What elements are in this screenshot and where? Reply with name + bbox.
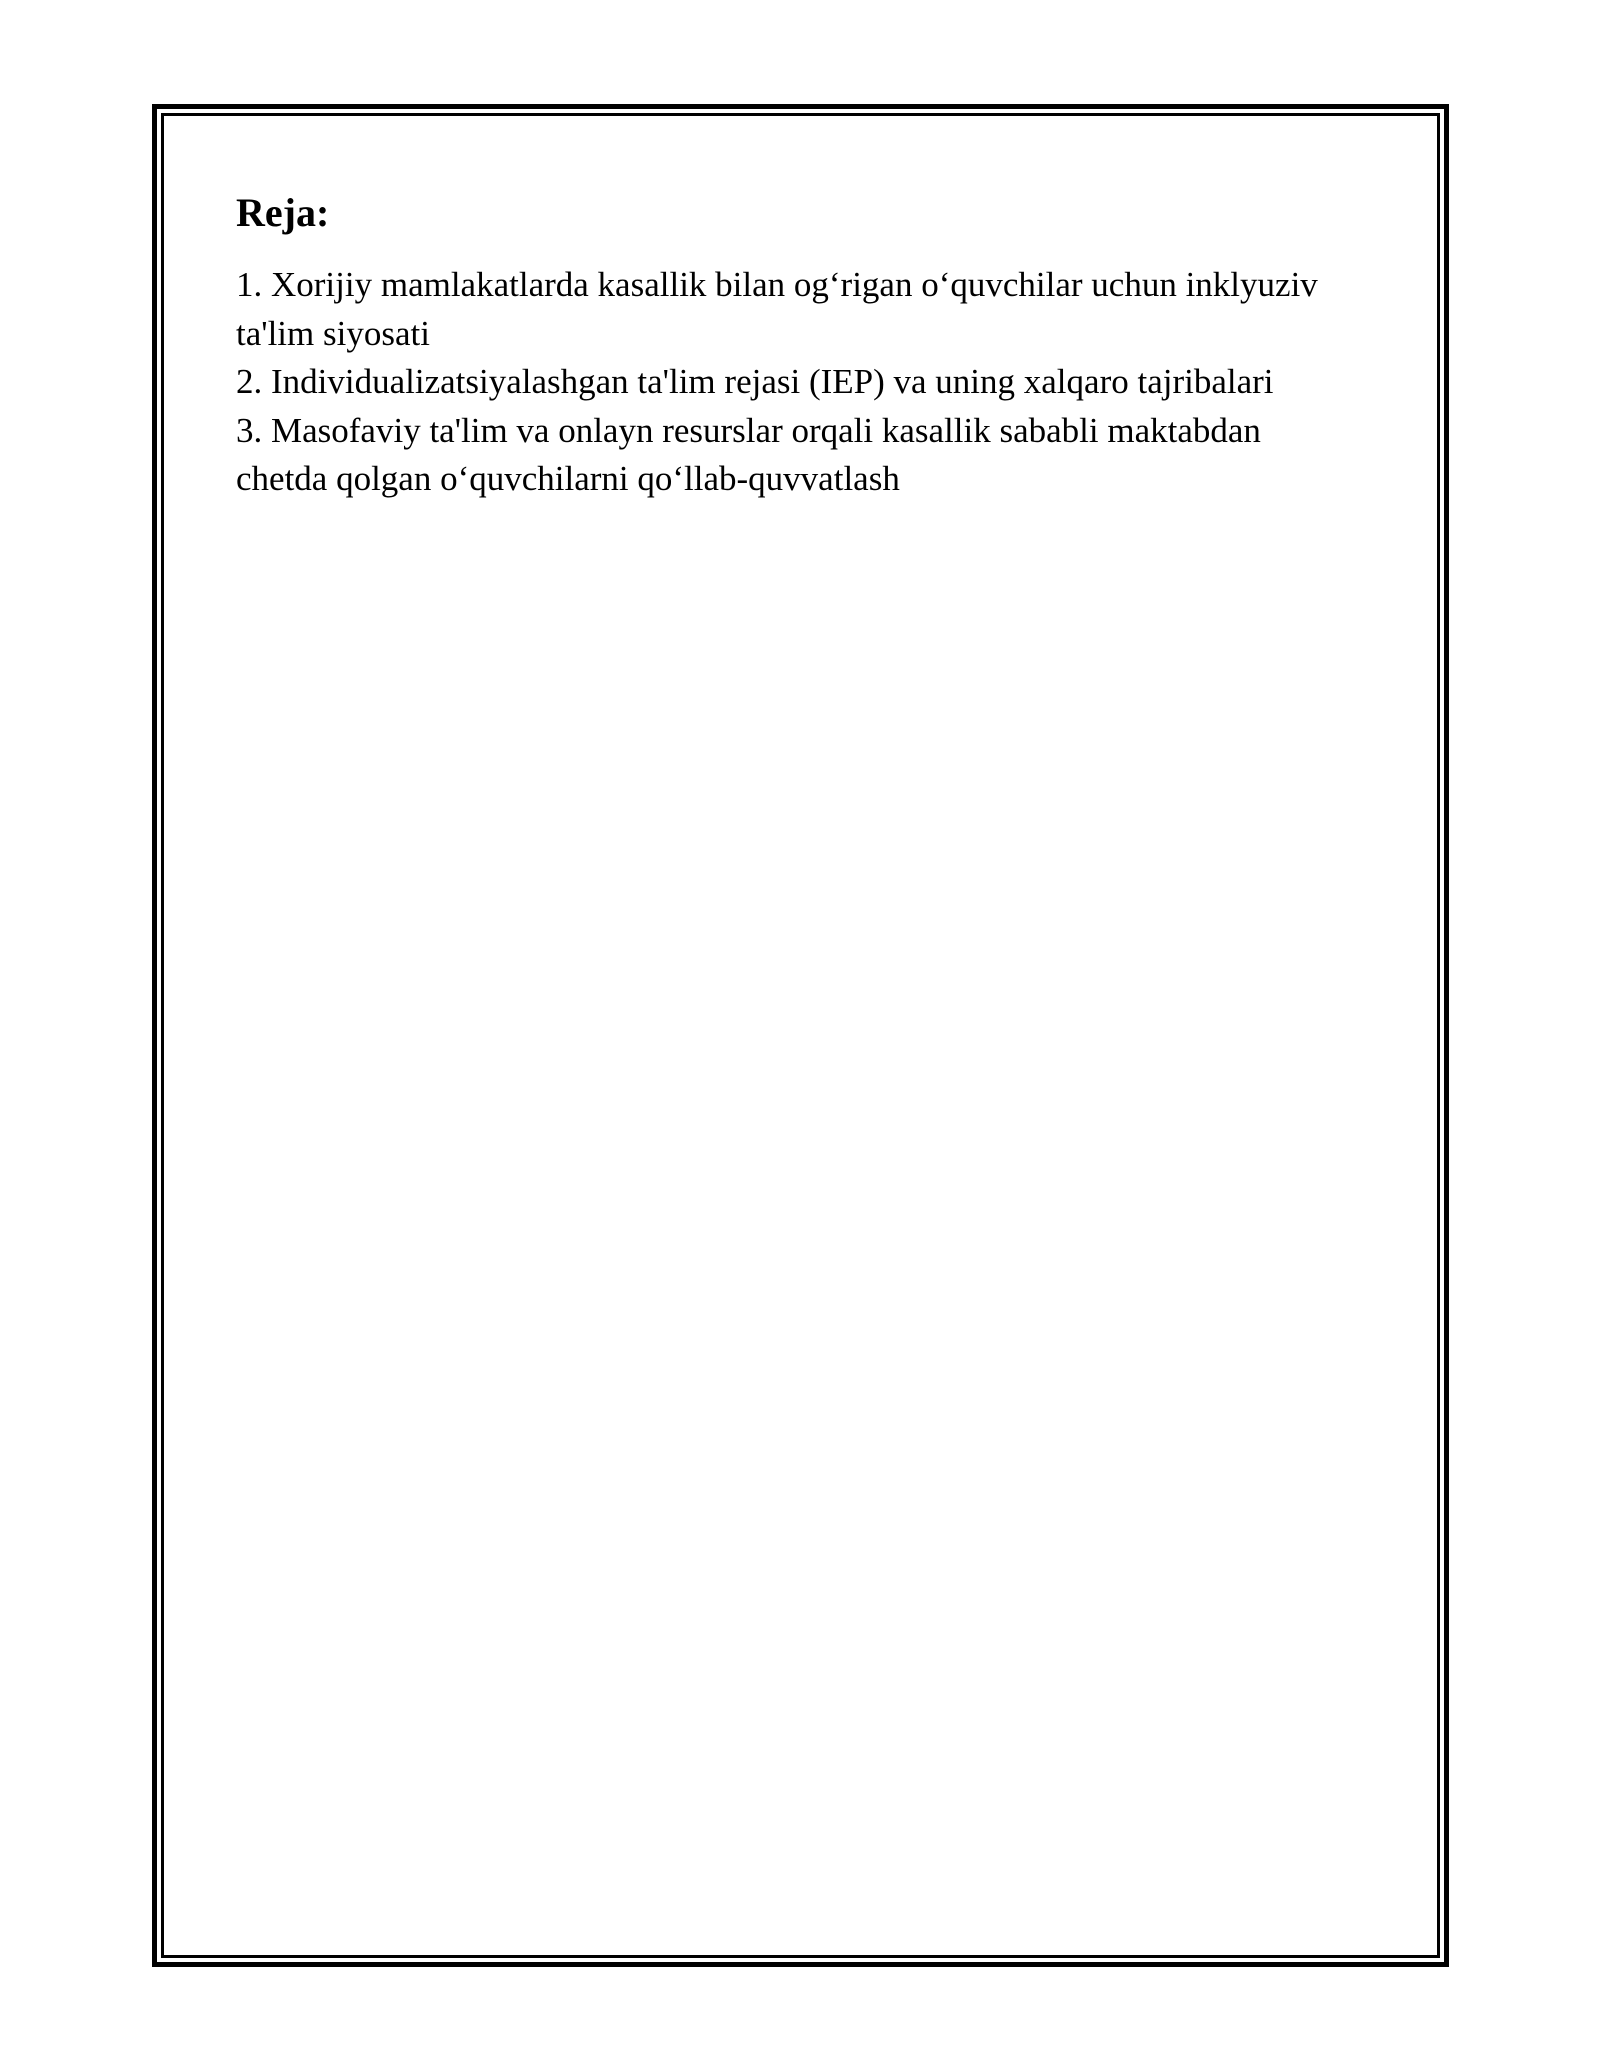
plan-item-3: 3. Masofaviy ta'lim va onlayn resurslar orqali kasallik sababli maktabdan chetda qolgan o‘quvchilarni qo‘llab-quvvatlash	[236, 410, 1261, 498]
plan-list	[236, 261, 1356, 504]
plan-item-2: 2. Individualizatsiyalashgan ta'lim rejasi (IEP) va uning xalqaro tajribalari	[236, 362, 1274, 401]
plan-heading: Reja:	[236, 190, 330, 235]
page-content	[236, 185, 1356, 504]
plan-item-1: 1. Xorijiy mamlakatlarda kasallik bilan og‘rigan o‘quvchilar uchun inklyuziv ta'lim siyosati	[236, 265, 1318, 353]
